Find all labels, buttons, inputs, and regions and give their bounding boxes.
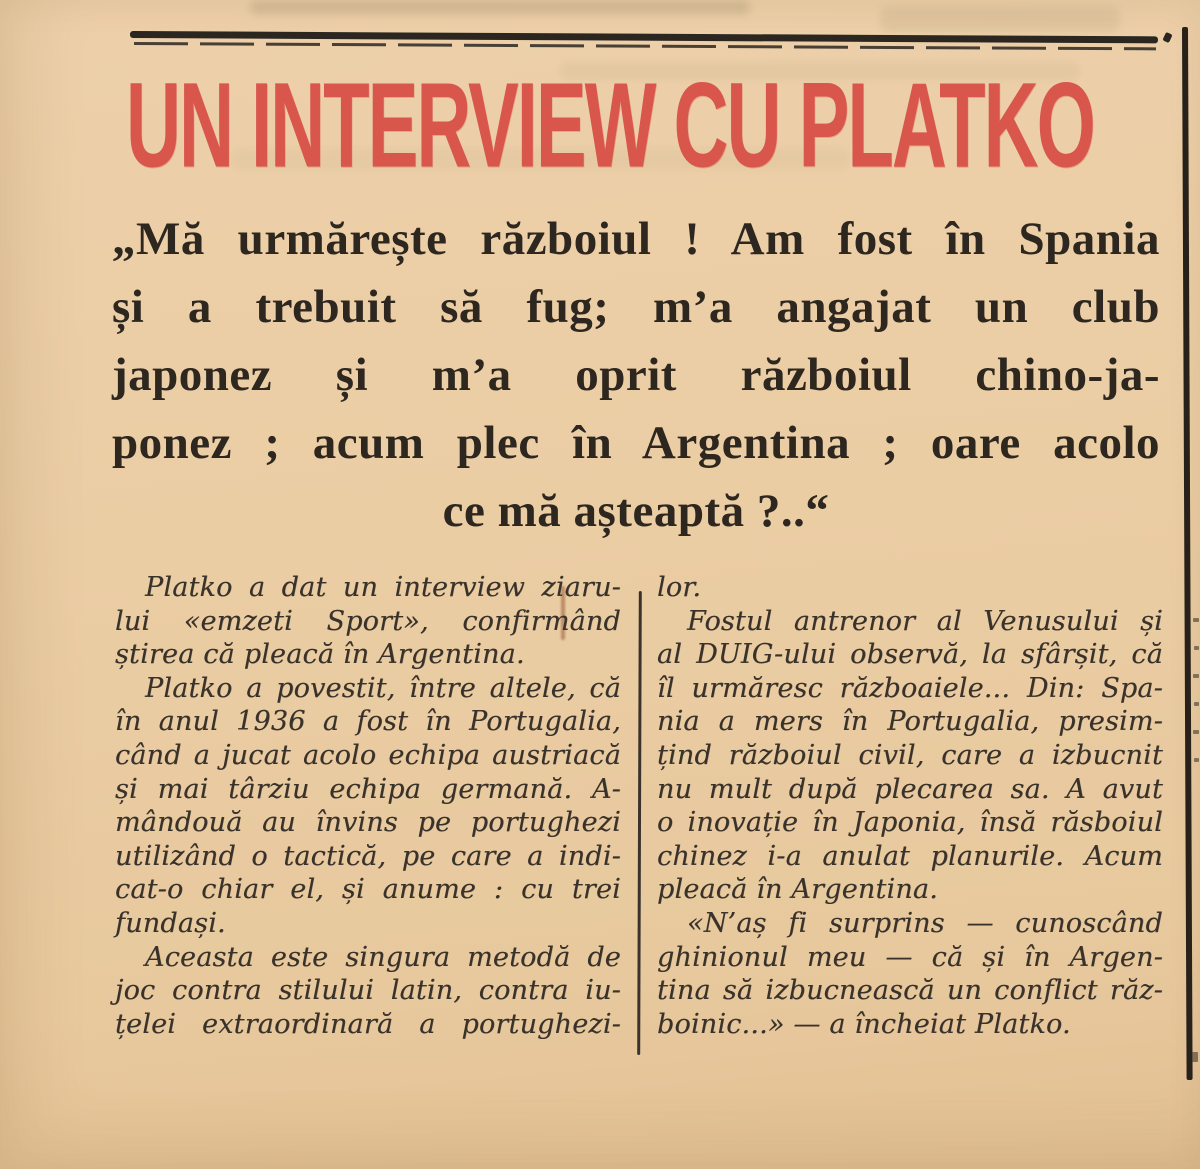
body-line: Platko a dat un interview ziaru-	[145, 572, 621, 603]
body-line: tina să izbucnească un conflict răz-	[657, 975, 1163, 1007]
body-line: țelei extraordinară a portughezi-	[115, 1008, 621, 1040]
body-line: țind războiul civil, care a izbucnit	[657, 739, 1163, 771]
bleed-through-smudge	[250, 1, 750, 14]
subheadline-line: ce mă așteaptă ?..“	[442, 485, 830, 537]
body-line: nu mult după plecarea sa. A avut	[657, 773, 1163, 805]
body-line: știrea că pleacă în Argentina.	[115, 639, 525, 671]
top-rule-thick	[130, 31, 1158, 43]
body-line: chinez i-a anulat planurile. Acum	[657, 840, 1163, 872]
right-column	[657, 571, 1163, 1041]
subheadline-line: ponez ; acum plec în Argentina ; oare acolo	[112, 417, 1160, 469]
body-line: utilizând o tactică, pe care a indi-	[115, 840, 621, 872]
headline: UN INTERVIEW CU PLATKO	[126, 57, 1094, 193]
subheadline	[112, 206, 1160, 546]
body-line: îl urmăresc războaiele... Din: Spa-	[657, 672, 1163, 704]
edge-ink-mark	[1193, 674, 1199, 678]
body-line: al DUIG-ului observă, la sfârșit, că	[657, 639, 1163, 671]
subheadline-line: japonez și m’a oprit războiul chino-ja-	[112, 349, 1160, 401]
body-line: o inovație în Japonia, însă răsboiul	[657, 807, 1163, 839]
right-column-rule	[1182, 27, 1193, 1080]
body-line: în anul 1936 a fost în Portugalia,	[115, 706, 621, 738]
top-rule-thin	[134, 42, 1156, 50]
body-line: fundași.	[115, 907, 226, 939]
subheadline-line: „Mă urmărește războiul ! Am fost în Spania	[112, 213, 1160, 265]
body-line: Platko a povestit, între altele, că	[145, 672, 621, 704]
body-line: joc contra stilului latin, contra iu-	[115, 975, 621, 1007]
body-line: Fostul antrenor al Venusului și	[687, 605, 1163, 637]
article-body	[115, 571, 1163, 1041]
body-line: mândouă au învins pe portughezi	[115, 807, 621, 839]
bleed-through-smudge	[880, 6, 1120, 32]
body-line: boinic...» — a încheiat Platko.	[657, 1008, 1071, 1040]
edge-ink-mark	[1193, 618, 1199, 622]
body-line: nia a mers în Portugalia, presim-	[657, 706, 1163, 738]
body-line: pleacă în Argentina.	[657, 874, 939, 906]
edge-ink-mark	[1194, 646, 1199, 650]
body-line: Aceasta este singura metodă de	[145, 941, 621, 973]
column-divider	[637, 591, 642, 1055]
body-line: când a jucat acolo echipa austriacă	[115, 739, 621, 771]
body-line: lor.	[657, 572, 702, 603]
left-column	[115, 571, 621, 1041]
body-line: «N’aș fi surprins — cunoscând	[687, 907, 1163, 939]
body-line: ghinionul meu — că și în Argen-	[657, 941, 1163, 973]
body-line: cat-o chiar el, și anume : cu trei	[115, 874, 621, 906]
subheadline-line: și a trebuit să fug; m’a angajat un club	[112, 281, 1160, 333]
edge-ink-mark	[1194, 702, 1199, 706]
body-line: lui «emzeti Sport», confirmând	[115, 605, 621, 637]
top-rule-end-mark	[1162, 32, 1172, 43]
edge-ink-mark	[1192, 1052, 1198, 1062]
edge-ink-mark	[1193, 730, 1199, 734]
body-line: și mai târziu echipa germană. A-	[115, 773, 621, 805]
edge-ink-mark	[1194, 758, 1199, 762]
